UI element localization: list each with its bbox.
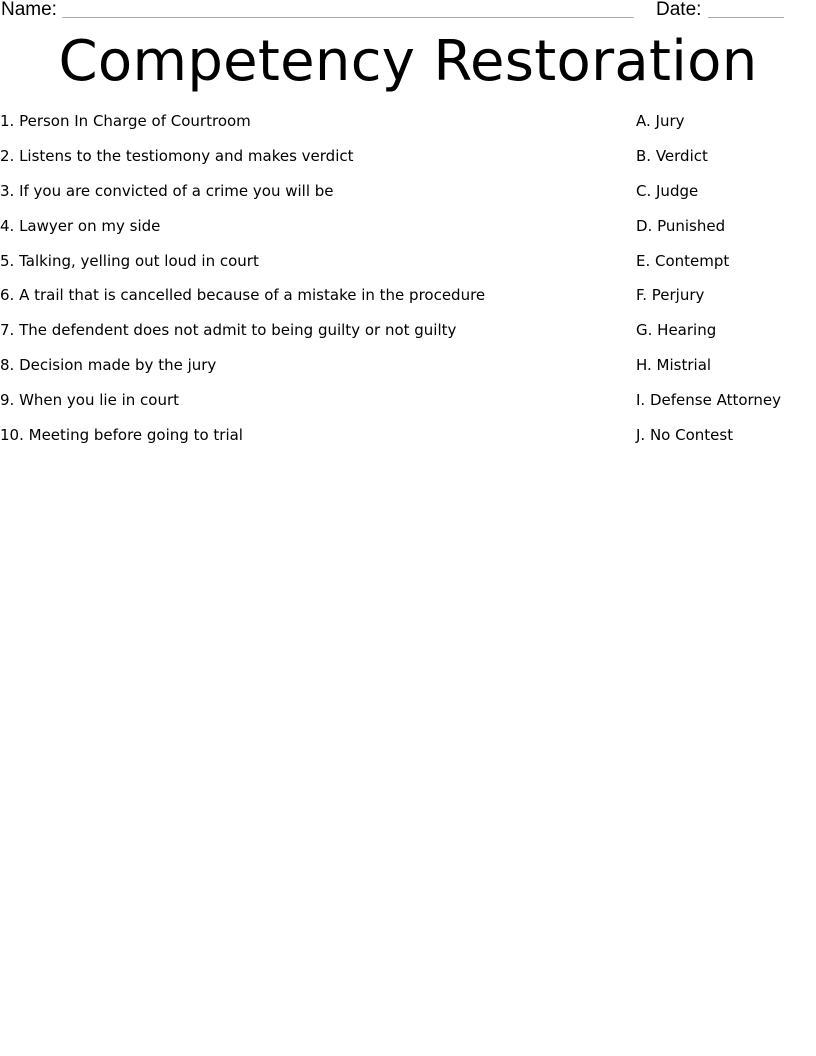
clue-item: 1. Person In Charge of Courtroom [0, 112, 251, 130]
header-row [0, 0, 816, 22]
clue-item: 3. If you are convicted of a crime you will be [0, 181, 334, 200]
clue-item: 10. Meeting before going to trial [0, 426, 243, 445]
answer-item: G. Hearing [636, 321, 717, 340]
answer-item: D. Punished [636, 216, 726, 235]
answer-list [636, 110, 816, 459]
name-blank-line[interactable] [62, 17, 634, 18]
page-title: Competency Restoration [58, 29, 758, 94]
answer-item: J. No Contest [636, 426, 734, 445]
clue-list [0, 110, 620, 459]
clue-item: 4. Lawyer on my side [0, 216, 161, 235]
answer-item: F. Perjury [636, 286, 705, 305]
answer-item: H. Mistrial [636, 356, 712, 375]
clue-item: 7. The defendent does not admit to being guilty or not guilty [0, 321, 457, 340]
date-blank-line[interactable] [708, 17, 784, 18]
name-label: Name: [1, 0, 57, 20]
clue-item: 6. A trail that is cancelled because of a mistake in the procedure [0, 286, 486, 305]
clue-item: 8. Decision made by the jury [0, 356, 217, 375]
clue-item: 9. When you lie in court [0, 391, 180, 410]
answer-item: B. Verdict [636, 146, 708, 165]
answer-item: E. Contempt [636, 251, 730, 270]
clue-item: 5. Talking, yelling out loud in court [0, 251, 259, 270]
answer-item: I. Defense Attorney [636, 391, 782, 410]
clue-item: 2. Listens to the testiomony and makes verdict [0, 146, 354, 165]
answer-item: A. Jury [636, 112, 685, 130]
answer-item: C. Judge [636, 181, 699, 200]
date-label: Date: [656, 0, 702, 20]
